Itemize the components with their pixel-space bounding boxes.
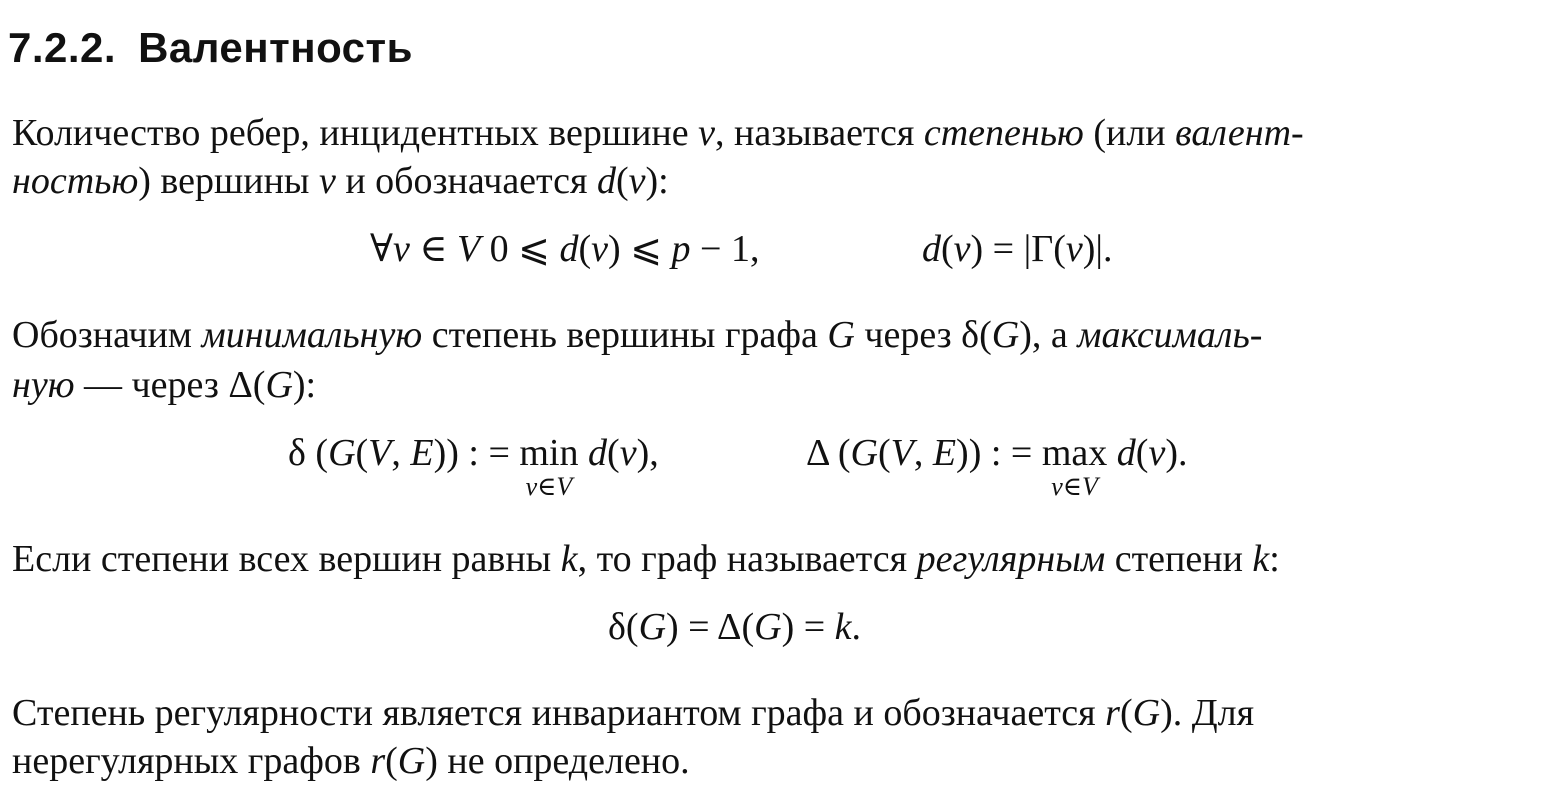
- math-symbol: ,: [913, 432, 933, 474]
- math-symbol: (: [1135, 432, 1149, 474]
- text-run: (: [615, 160, 629, 202]
- text-run: ) не определено.: [425, 740, 690, 782]
- math-var: v: [1065, 228, 1083, 270]
- math-var: d: [1107, 432, 1136, 474]
- math-symbol: δ(: [608, 606, 639, 648]
- math-var: V: [368, 432, 392, 474]
- math-symbol: ) = |Γ(: [970, 228, 1066, 270]
- math-var: G: [397, 740, 426, 782]
- emphasis-term: валент-: [1175, 112, 1304, 154]
- math-var: k: [834, 606, 852, 648]
- math-symbol: ),: [636, 432, 659, 474]
- emphasis-term: минимальную: [201, 314, 423, 356]
- text-run: :: [1269, 538, 1280, 580]
- emphasis-term: степенью: [923, 112, 1084, 154]
- math-var: G: [850, 432, 878, 474]
- math-var: G: [638, 606, 667, 648]
- math-var: V: [890, 432, 914, 474]
- text-run: (: [1119, 692, 1133, 734]
- formula-degree-gamma: [922, 226, 1113, 272]
- text-run: и обозначается: [335, 160, 597, 202]
- math-var: k: [1252, 538, 1270, 580]
- math-var: G: [754, 606, 782, 648]
- text-run: , называется: [715, 112, 924, 154]
- text-run: степени: [1105, 538, 1253, 580]
- math-symbol: ) =: [781, 606, 835, 648]
- math-symbol: (: [578, 228, 592, 270]
- math-var: k: [560, 538, 578, 580]
- math-var: G: [328, 432, 356, 474]
- math-var: d: [922, 228, 941, 270]
- math-symbol: ∀: [370, 228, 393, 270]
- text-run: ). Для: [1160, 692, 1255, 734]
- math-var: d: [559, 228, 579, 270]
- section-number: 7.2.2.: [8, 24, 117, 71]
- paragraph-3-line-1: [12, 536, 1280, 582]
- text-run: ), а: [1019, 314, 1078, 356]
- text-run: ) вершины: [138, 160, 319, 202]
- math-symbol: Δ (: [806, 432, 851, 474]
- text-run: степень вершины графа: [422, 314, 828, 356]
- math-symbol: ∈: [409, 228, 457, 270]
- paragraph-2-line-2: [12, 362, 316, 408]
- math-symbol: ) ⩽: [608, 228, 672, 270]
- math-var: r: [1105, 692, 1120, 734]
- math-var: d: [578, 432, 608, 474]
- formula-degree-bounds: [370, 226, 759, 272]
- math-var: E: [932, 432, 957, 474]
- text-run: (или: [1083, 112, 1176, 154]
- max-operator: [1041, 430, 1108, 501]
- formula-min-degree: [288, 430, 659, 501]
- min-subscript: v∈V: [525, 472, 573, 501]
- math-var: v: [591, 228, 609, 270]
- paragraph-4-line-2: [12, 738, 690, 784]
- emphasis-term: ную: [12, 364, 75, 406]
- math-var: d: [596, 160, 616, 202]
- math-symbol: )) : =: [956, 432, 1042, 474]
- text-run: Количество ребер, инцидентных вершине: [12, 112, 699, 154]
- math-symbol: (: [877, 432, 891, 474]
- math-var: v: [953, 228, 971, 270]
- math-symbol: δ (: [288, 432, 329, 474]
- math-var: v: [392, 228, 410, 270]
- max-label: max: [1041, 432, 1108, 474]
- math-var: v: [318, 160, 336, 202]
- math-var: r: [370, 740, 386, 782]
- text-run: , то граф называется: [577, 538, 917, 580]
- text-run: нерегулярных графов: [12, 740, 371, 782]
- math-symbol: 0 ⩽: [480, 228, 560, 270]
- math-var: p: [671, 228, 691, 270]
- math-var: G: [265, 364, 293, 406]
- paragraph-4-line-1: [12, 690, 1254, 736]
- math-var: G: [827, 314, 855, 356]
- math-var: v: [619, 432, 637, 474]
- math-symbol: (: [941, 228, 954, 270]
- math-symbol: (: [607, 432, 620, 474]
- formula-max-degree: [806, 430, 1188, 501]
- section-title: Валентность: [138, 24, 413, 71]
- math-symbol: )|.: [1082, 228, 1113, 270]
- text-run: Обозначим: [12, 314, 202, 356]
- text-run: ):: [292, 364, 317, 406]
- max-subscript: v∈V: [1051, 472, 1098, 501]
- math-var: G: [1132, 692, 1161, 734]
- math-var: v: [698, 112, 716, 154]
- math-symbol: )) : =: [433, 432, 520, 474]
- paragraph-2-line-1: [12, 312, 1262, 358]
- paragraph-1-line-2: [12, 158, 669, 204]
- math-symbol: .: [851, 606, 862, 648]
- math-var: V: [456, 228, 481, 270]
- math-var: v: [1148, 432, 1166, 474]
- section-heading: [8, 22, 413, 74]
- min-label: min: [519, 432, 579, 474]
- math-var: G: [991, 314, 1020, 356]
- emphasis-term: регулярным: [916, 538, 1106, 580]
- emphasis-term: максималь-: [1077, 314, 1263, 356]
- math-symbol: ) = Δ(: [666, 606, 755, 648]
- math-var: E: [410, 432, 434, 474]
- text-run: через δ(: [854, 314, 992, 356]
- text-run: Степень регулярности является инвариантом графа и обозначается: [12, 692, 1106, 734]
- math-var: v: [628, 160, 646, 202]
- formula-regular: [608, 604, 861, 650]
- text-run: — через Δ(: [74, 364, 266, 406]
- text-run: Если степени всех вершин равны: [12, 538, 561, 580]
- math-symbol: ).: [1165, 432, 1188, 474]
- paragraph-1-line-1: [12, 110, 1304, 156]
- text-run: ):: [645, 160, 669, 202]
- emphasis-term: ностью: [12, 160, 139, 202]
- math-symbol: ,: [391, 432, 411, 474]
- text-run: (: [385, 740, 398, 782]
- math-symbol: − 1,: [690, 228, 760, 270]
- math-symbol: (: [355, 432, 369, 474]
- min-operator: [519, 430, 579, 501]
